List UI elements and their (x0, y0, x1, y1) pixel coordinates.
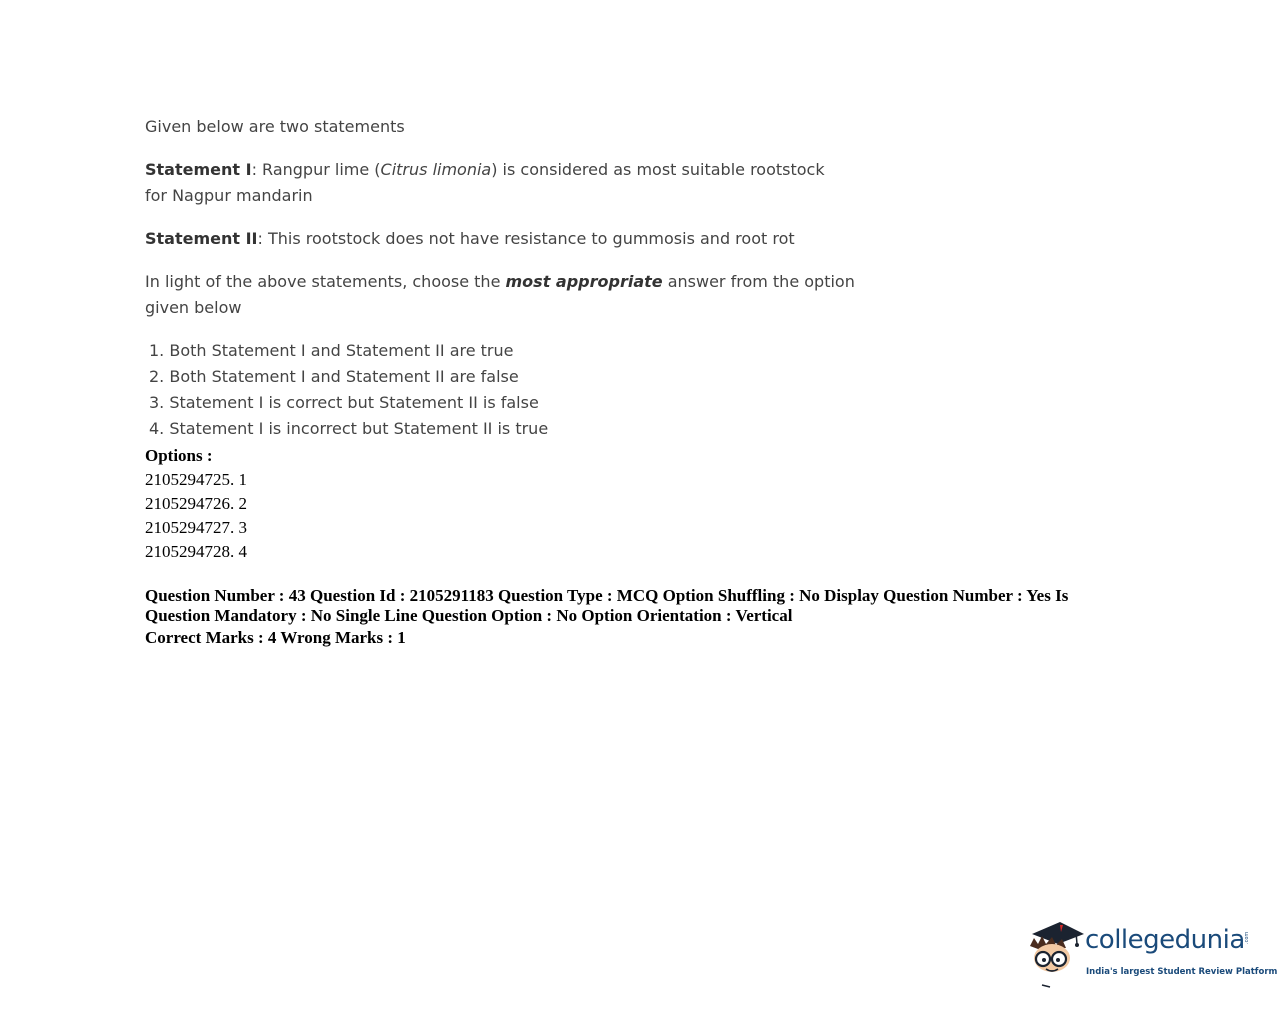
mascot-icon (1026, 918, 1086, 990)
marks-info: Correct Marks : 4 Wrong Marks : 1 (145, 628, 406, 647)
instruction-before: In light of the above statements, choose the (145, 272, 506, 291)
collegedunia-logo (1026, 918, 1278, 990)
question-instruction (145, 269, 865, 321)
statement-1-text-before: Rangpur lime ( (262, 160, 381, 179)
instruction-after: answer from the option given below (145, 272, 855, 317)
logo-tagline: India's largest Student Review Platform (1086, 967, 1278, 977)
choice-item: 3. Statement I is correct but Statement II is false (149, 393, 539, 412)
statement-1 (145, 157, 825, 209)
statement-1-separator: : (251, 160, 263, 179)
choice-item: 1. Both Statement I and Statement II are true (149, 341, 514, 360)
logo-com: .com (1244, 931, 1250, 944)
option-item: 2105294726. 2 (145, 494, 247, 513)
options-title: Options : (145, 446, 213, 465)
option-item: 2105294725. 1 (145, 470, 247, 489)
choice-item: 2. Both Statement I and Statement II are false (149, 367, 519, 386)
statement-2 (145, 226, 905, 252)
question-info: Question Number : 43 Question Id : 2105291183 Question Type : MCQ Option Shuffling : No Display Question Number : Yes Is Question Mandatory : No Single Line Question Option : No Option Orientation : Vertical (145, 586, 1069, 625)
question-intro: Given below are two statements (145, 117, 405, 136)
statement-1-text-after: ) is considered as most suitable rootstock for Nagpur mandarin (145, 160, 825, 205)
statement-2-text: This rootstock does not have resistance to gummosis and root rot (268, 229, 795, 248)
options-block (145, 444, 1105, 650)
logo-brand: collegedunia (1085, 925, 1245, 955)
option-item: 2105294728. 4 (145, 542, 247, 561)
statement-2-separator: : (257, 229, 268, 248)
option-item: 2105294727. 3 (145, 518, 247, 537)
choice-item: 4. Statement I is incorrect but Statement II is true (149, 419, 549, 438)
statement-1-species: Citrus limonia (380, 160, 492, 179)
instruction-emphasis: most appropriate (505, 272, 663, 291)
statement-2-label: Statement II (145, 229, 258, 248)
question-block (145, 114, 905, 442)
choice-list (145, 338, 905, 442)
statement-1-label: Statement I (145, 160, 252, 179)
